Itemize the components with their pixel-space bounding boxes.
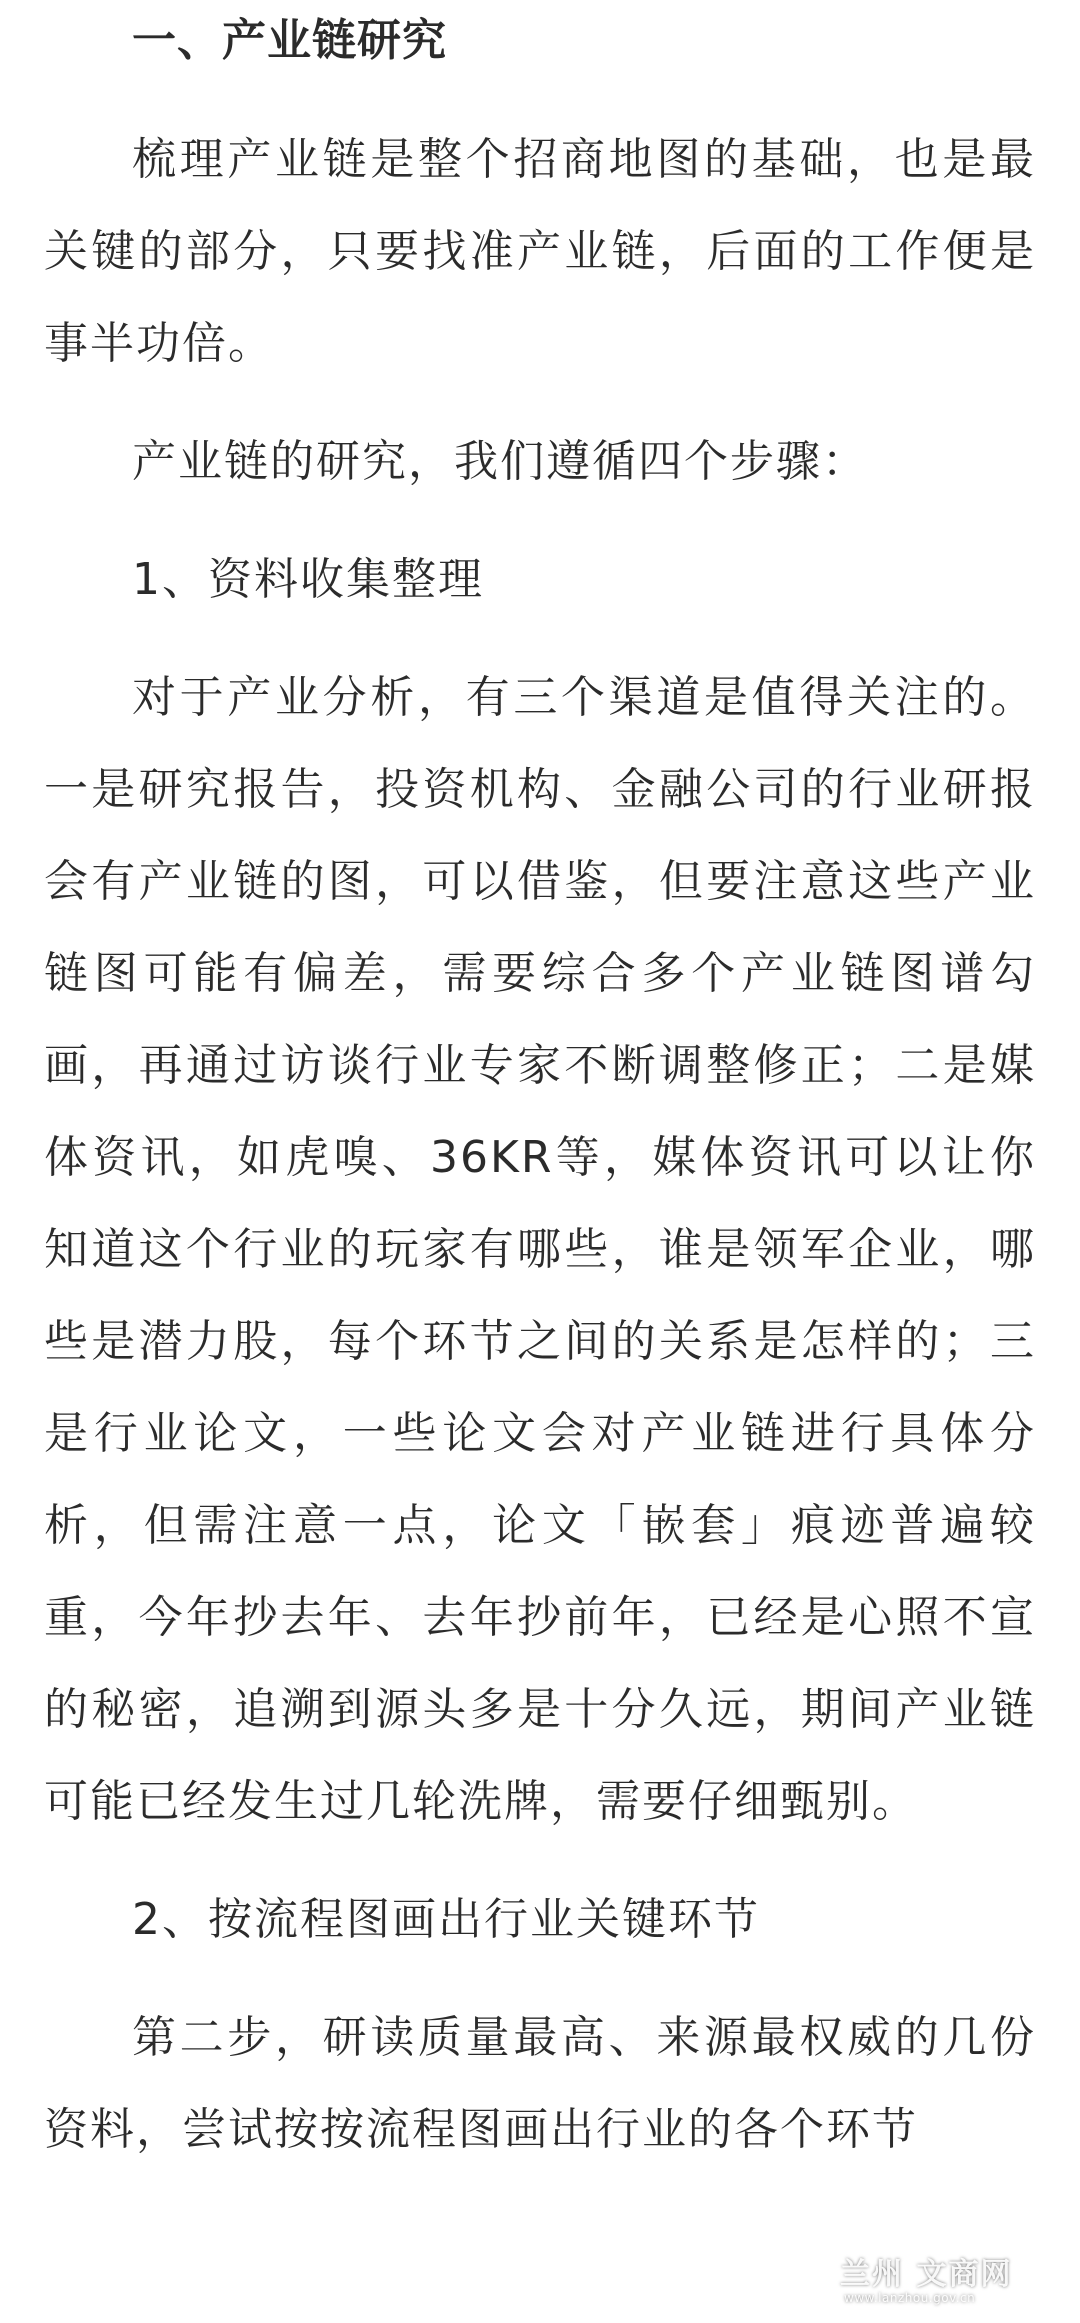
site-watermark [840, 2257, 1060, 2309]
paragraph-intro: 梳理产业链是整个招商地图的基础，也是最关键的部分，只要找准产业链，后面的工作便是事半功倍。 [44, 134, 1036, 369]
watermark-url: www.lanzhou.gov.cn [844, 2291, 976, 2305]
watermark-mark: 兰州 文商网 [840, 2257, 1013, 2292]
step-2-title: 2、按流程图画出行业关键环节 [132, 1894, 760, 1945]
step-1-title: 1、资料收集整理 [132, 554, 484, 605]
paragraph-channels: 对于产业分析，有三个渠道是值得关注的。一是研究报告，投资机构、金融公司的行业研报会有产业链的图，可以借鉴，但要注意这些产业链图可能有偏差，需要综合多个产业链图谱勾画，再通过访谈行业专家不断调整修正；二是媒体资讯，如虎嗅、36KR等，媒体资讯可以让你知道这个行业的玩家有哪些，谁是领军企业，哪些是潜力股，每个环节之间的关系是怎样的；三是行业论文，一些论文会对产业链进行具体分析，但需注意一点，论文「嵌套」痕迹普遍较重，今年抄去年、去年抄前年，已经是心照不宣的秘密，追溯到源头多是十分久远，期间产业链可能已经发生过几轮洗牌，需要仔细甄别。 [44, 672, 1036, 1827]
paragraph-step-2: 第二步，研读质量最高、来源最权威的几份资料，尝试按按流程图画出行业的各个环节 [44, 2012, 1036, 2155]
paragraph-steps: 产业链的研究，我们遵循四个步骤： [132, 436, 868, 487]
section-heading: 一、产业链研究 [132, 15, 447, 66]
